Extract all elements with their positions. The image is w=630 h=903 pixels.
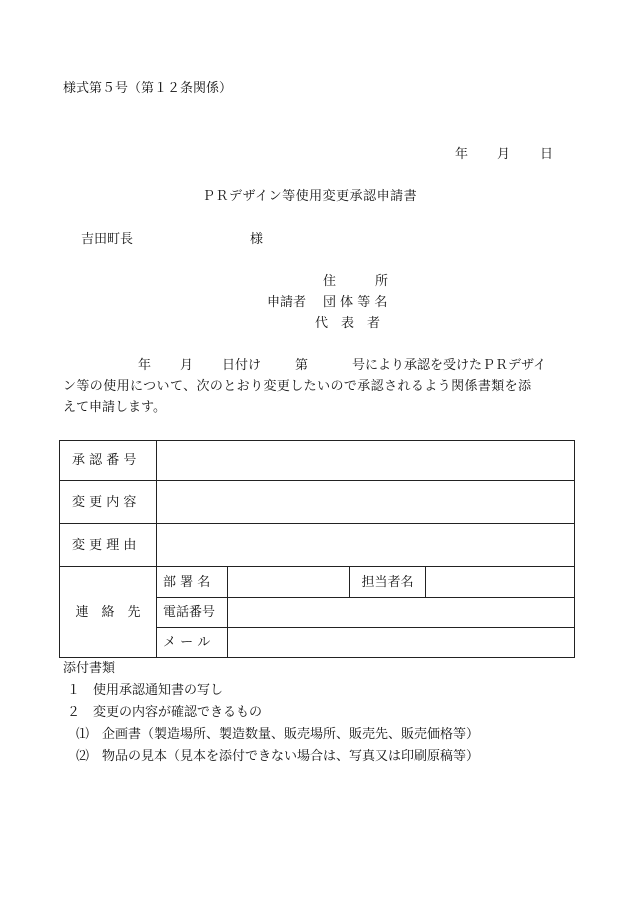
addressee-honorific: 様 [250, 232, 264, 247]
body-line3: えて申請します。 [63, 400, 166, 415]
approval-number-label: 承 認 番 号 [60, 441, 157, 481]
org-label: 団 体 等 名 [323, 295, 388, 310]
form-id: 様式第５号（第１２条関係） [63, 81, 233, 96]
date-year: 年 [455, 147, 469, 162]
email-field[interactable] [228, 628, 575, 658]
addressee-name: 吉田町長 [81, 232, 134, 247]
body-day: 日付け [222, 358, 262, 373]
date-day: 日 [540, 147, 554, 162]
body-line1-rest: 号により承認を受けたＰＲデザイ [352, 358, 547, 373]
contact-label: 連 絡 先 [60, 567, 157, 658]
change-content-field[interactable] [157, 481, 575, 524]
representative-label: 代 表 者 [315, 316, 381, 331]
change-form-table [59, 440, 575, 658]
body-year: 年 [138, 358, 152, 373]
phone-field[interactable] [228, 598, 575, 628]
change-content-label: 変 更 内 容 [60, 481, 157, 524]
applicant-label: 申請者 [267, 295, 307, 310]
change-reason-label: 変 更 理 由 [60, 524, 157, 567]
body-line2: ン等の使用について、次のとおり変更したいので承認されるよう関係書類を添 [63, 379, 532, 394]
attachment-subitem: ⑴ 企画書（製造場所、製造数量、販売場所、販売先、販売価格等） [76, 727, 480, 742]
attachment-item: １ 使用承認通知書の写し [67, 683, 224, 698]
department-field[interactable] [228, 567, 350, 598]
document-title: ＰＲデザイン等使用変更承認申請書 [202, 189, 418, 204]
address-label: 住 所 [323, 274, 389, 289]
body-month: 月 [180, 358, 194, 373]
change-reason-field[interactable] [157, 524, 575, 567]
attachment-item: ２ 変更の内容が確認できるもの [67, 705, 263, 720]
person-in-charge-label: 担当者名 [350, 567, 426, 598]
approval-number-field[interactable] [157, 441, 575, 481]
date-month: 月 [497, 147, 511, 162]
person-in-charge-field[interactable] [426, 567, 575, 598]
email-label: メ ー ル [157, 628, 228, 658]
body-number: 第 [295, 358, 309, 373]
phone-label: 電話番号 [157, 598, 228, 628]
department-label: 部 署 名 [157, 567, 228, 598]
attachment-subitem: ⑵ 物品の見本（見本を添付できない場合は、写真又は印刷原稿等） [76, 749, 480, 764]
attachments-heading: 添付書類 [63, 661, 116, 676]
